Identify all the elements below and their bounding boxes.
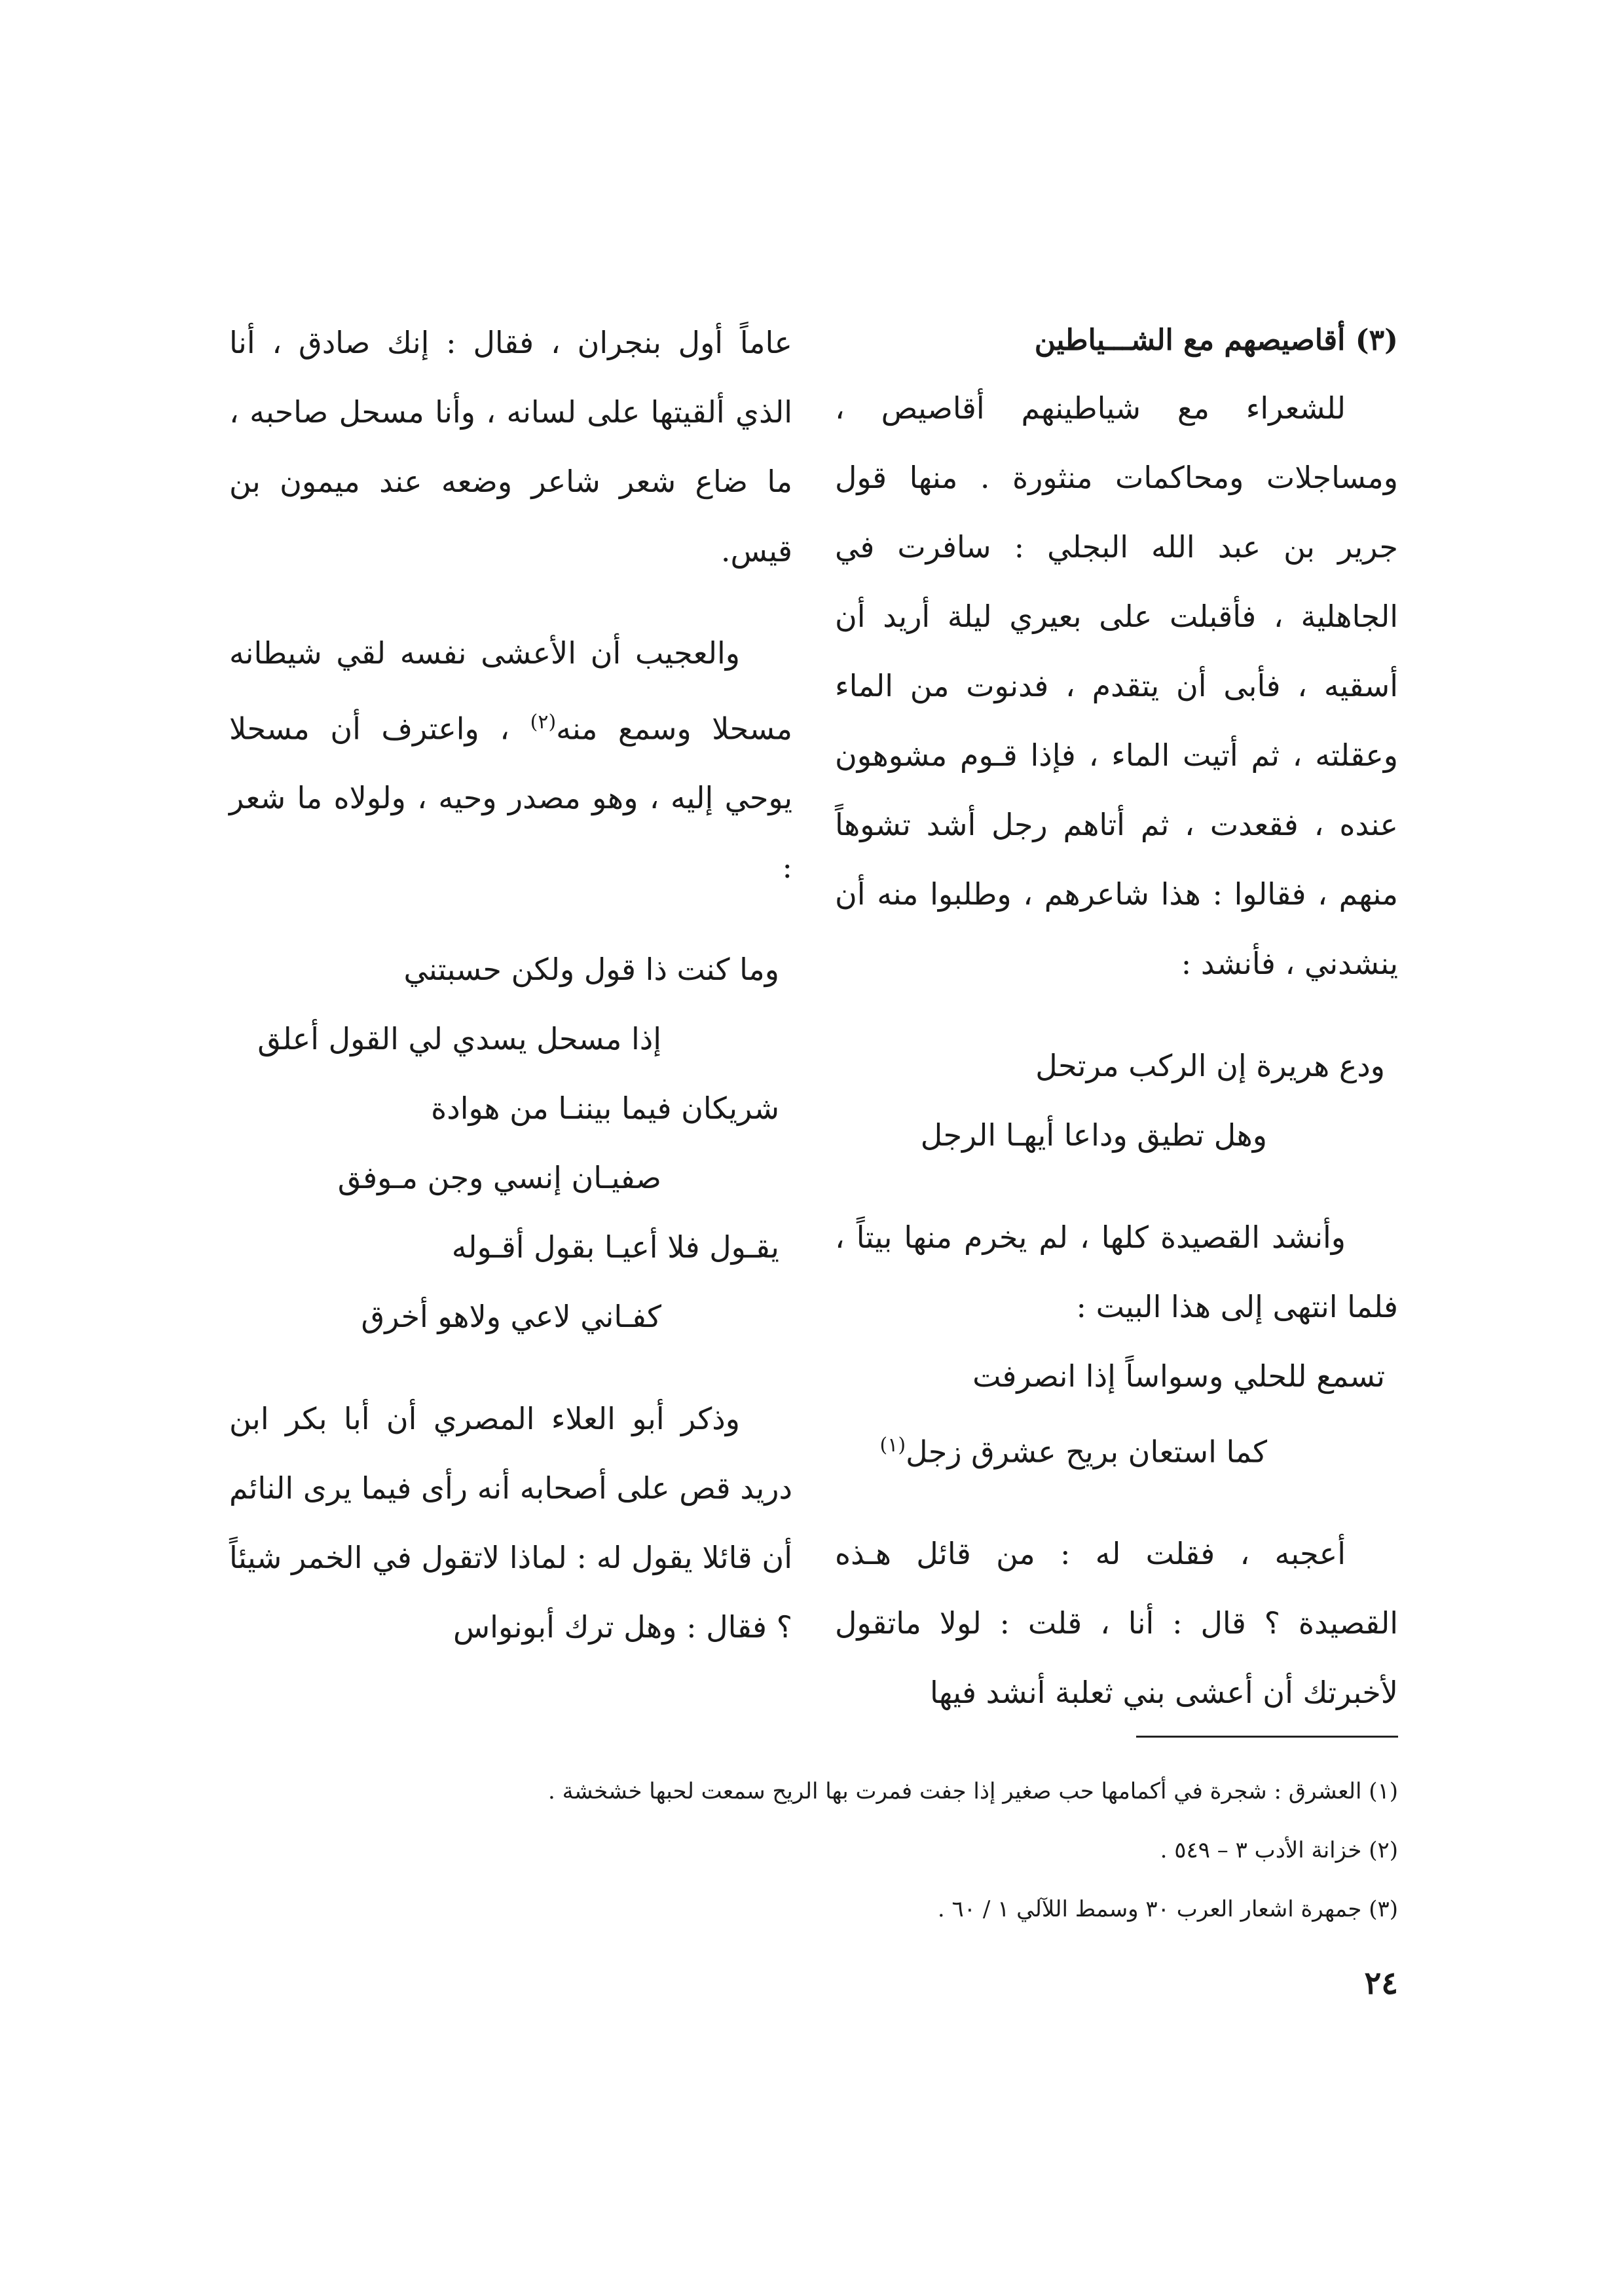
verse-hemistich: ودع هريرة إن الركب مرتحل xyxy=(1035,1048,1385,1083)
verse-hemistich: تسمع للحلي وسواساً إذا انصرفت xyxy=(972,1358,1385,1394)
verse-hemistich: إذا مسحل يسدي لي القول أعلق xyxy=(257,1021,661,1057)
paragraph: وذكر أبو العلاء المصري أن أبا بكر ابن دريد قص على أصحابه أنه رأى فيما يرى النائم أن قائلا يقول له : لماذا لاتقول في الخمر شيئاً ؟ فقال : وهل ترك أبونواس xyxy=(229,1401,792,1645)
paragraph: للشعراء مع شياطينهم أقاصيص ، ومساجلات ومحاكمات منثورة . منها قول جرير بن عبد الله البجلي : سافرت في الجاهلية ، فأقبلت على بعيري ليلة أريد أن أسقيه ، فأبى أن يتقدم ، فدنوت من الماء وعقلته ، ثم أتيت الماء ، فإذا قـوم مشوهون عنده ، فقعدت ، ثم أتاهم رجل أشد تشوهاً منهم ، فقالوا : هذا شاعرهم ، وطلبوا منه أن ينشدني ، فأنشد : xyxy=(835,390,1398,981)
paragraph: وأنشد القصيدة كلها ، لم يخرم منها بيتاً ، فلما انتهى إلى هذا البيت : xyxy=(835,1220,1398,1324)
right-column xyxy=(835,308,1398,1727)
footnote-divider xyxy=(1136,1736,1398,1738)
footnote-ref: (١) xyxy=(879,1434,906,1457)
footnote: (٢) خزانة الأدب ٣ – ٥٤٩ . xyxy=(1160,1837,1398,1863)
paragraph-text: ، واعترف أن مسحلا يوحي إليه ، وهو مصدر وحيه ، ولولاه ما شعر : xyxy=(229,711,792,886)
verse-hemistich: وهل تطيق وداعا أيهـا الرجل xyxy=(920,1117,1267,1153)
verse-hemistich xyxy=(835,1411,1398,1486)
verse-text: كما استعان بريح عشرق زجل xyxy=(906,1434,1267,1470)
paragraph-text: والعجيب أن الأعشى نفسه لقي شيطانه مسحلا وسمع منه xyxy=(229,635,792,747)
footnote: (١) العشرق : شجرة في أكمامها حب صغير إذا جفت فمرت بها الريح سمعت لحبها خشخشة . xyxy=(547,1778,1398,1804)
verse-hemistich: يقـول فلا أعيـا بقول أقـوله xyxy=(451,1229,779,1265)
page-number: ٢٤ xyxy=(1364,1965,1398,2002)
paragraph: أعجبه ، فقلت له : من قائل هـذه القصيدة ؟ قال : أنا ، قلت : لولا ماتقول لأخبرتك أن أعشى بني ثعلبة أنشد فيها xyxy=(835,1536,1398,1711)
footnote: (٣) جمهرة اشعار العرب ٣٠ وسمط اللآلي ١ / ٦٠ . xyxy=(937,1896,1398,1922)
footnote-ref: (٢) xyxy=(530,711,557,734)
paragraph xyxy=(229,618,792,902)
verse-hemistich: وما كنت ذا قول ولكن حسبتني xyxy=(403,952,779,988)
verse-hemistich: صفيـان إنسي وجن مـوفق xyxy=(337,1160,661,1196)
left-column xyxy=(229,308,792,1662)
paragraph: عاماً أول بنجران ، فقال : إنك صادق ، أنا الذي ألقيتها على لسانه ، وأنا مسحل صاحبه ، ما ضاع شعر شاعر وضعه عند ميمون بن قيس. xyxy=(229,325,792,569)
footnotes xyxy=(154,1762,1398,1939)
verse-hemistich: شريكان فيما بيننـا من هوادة xyxy=(431,1091,779,1127)
section-heading: (٣) أقاصيصهم مع الشـــياطين xyxy=(1034,324,1398,357)
verse-hemistich: كفـاني لاعي ولاهو أخرق xyxy=(361,1299,661,1335)
